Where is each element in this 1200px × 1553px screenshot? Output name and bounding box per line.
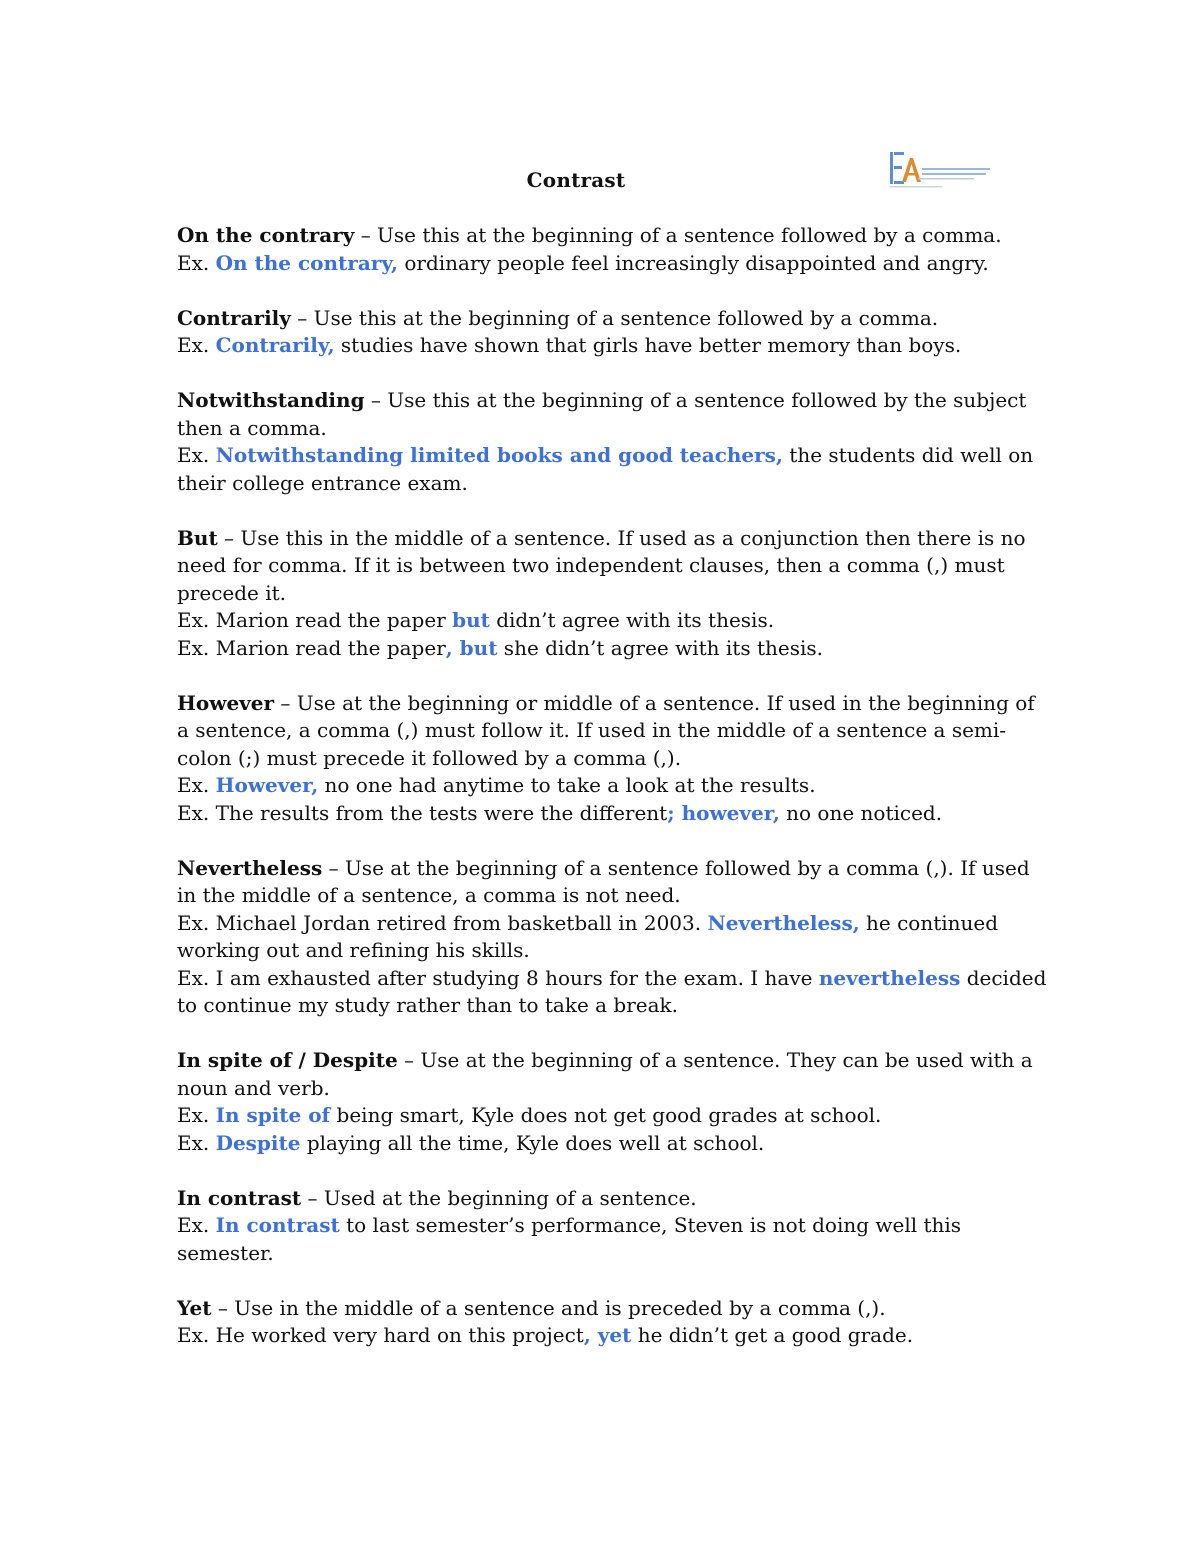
text-line	[177, 442, 1037, 470]
body-text: didn’t agree with its thesis.	[489, 608, 775, 632]
text-line	[177, 552, 1037, 580]
text-line	[177, 855, 1037, 883]
body-text: – Use at the beginning or middle of a sentence. If used in the beginning of	[274, 690, 1035, 715]
highlighted-phrase: However,	[215, 773, 319, 797]
text-line	[177, 635, 1037, 663]
text-line	[177, 882, 1037, 910]
term-heading: Contrarily	[177, 305, 291, 330]
highlighted-phrase: Notwithstanding limited books and good teachers,	[215, 443, 783, 467]
document-body	[177, 222, 1047, 1377]
body-text: Ex.	[177, 333, 216, 357]
section-nevertheless	[177, 855, 1047, 1020]
body-text: being smart, Kyle does not get good grades at school.	[330, 1103, 882, 1127]
term-heading: Nevertheless	[177, 855, 323, 880]
highlighted-phrase: In spite of	[215, 1103, 331, 1127]
text-line	[177, 910, 1037, 938]
body-text: Ex.	[177, 1130, 216, 1155]
body-text: Ex.	[177, 1103, 216, 1127]
body-text: ordinary people feel increasingly disappointed and angry.	[398, 250, 989, 275]
term-heading: But	[177, 525, 218, 550]
term-heading: In spite of / Despite	[177, 1048, 398, 1072]
body-text: Ex. I am exhausted after studying 8 hours for the exam. I have	[177, 965, 819, 990]
text-line	[177, 1322, 1037, 1350]
body-text: the students did well on	[782, 443, 1034, 467]
body-text: Ex.	[177, 443, 216, 467]
text-line	[177, 717, 1037, 745]
section-yet	[177, 1295, 1037, 1350]
body-text: studies have shown that girls have better memory than boys.	[334, 333, 962, 357]
text-line	[177, 525, 1037, 553]
body-text: Ex.	[177, 250, 216, 275]
highlighted-phrase: , but	[445, 635, 498, 660]
section-in-contrast	[177, 1185, 1037, 1268]
body-text: he didn’t get a good grade.	[631, 1323, 914, 1347]
logo-mark	[888, 148, 994, 192]
section-in-spite-of-despite	[177, 1047, 1037, 1157]
body-text: – Use at the beginning of a sentence followed by a comma (,). If used	[322, 855, 1030, 880]
text-line	[177, 965, 1047, 993]
text-line	[177, 1212, 1037, 1240]
highlighted-phrase: but	[452, 608, 490, 632]
body-text: Ex.	[177, 1213, 216, 1237]
body-text: – Use this at the beginning of a sentence followed by the subject	[364, 388, 1027, 412]
section-notwithstanding	[177, 387, 1037, 497]
text-line	[177, 690, 1037, 718]
text-line	[177, 1047, 1037, 1075]
text-line	[177, 1295, 1037, 1323]
body-text: noun and verb.	[177, 1075, 330, 1100]
highlighted-phrase: In contrast	[215, 1213, 340, 1237]
body-text: precede it.	[177, 580, 287, 605]
text-line	[177, 1075, 1037, 1103]
term-heading: However	[177, 690, 275, 715]
section-however	[177, 690, 1037, 828]
highlighted-phrase: nevertheless	[818, 965, 961, 990]
text-line	[177, 937, 1037, 965]
body-text: Ex. Marion read the paper	[177, 608, 453, 632]
body-text: – Use this at the beginning of a sentence followed by a comma.	[354, 223, 1002, 247]
highlighted-phrase: Despite	[215, 1130, 301, 1155]
term-heading: On the contrary	[177, 223, 355, 247]
text-line	[177, 1102, 1037, 1130]
text-line	[177, 607, 1037, 635]
body-text: working out and refining his skills.	[177, 938, 530, 962]
text-line	[177, 745, 1037, 773]
highlighted-phrase: Contrarily,	[215, 333, 335, 357]
body-text: she didn’t agree with its thesis.	[497, 635, 823, 660]
text-line	[177, 800, 1037, 828]
body-text: – Used at the beginning of a sentence.	[301, 1185, 697, 1210]
body-text: Ex.	[177, 773, 216, 797]
body-text: – Use in the middle of a sentence and is preceded by a comma (,).	[211, 1295, 886, 1320]
term-heading: In contrast	[177, 1185, 302, 1210]
body-text: colon (;) must precede it followed by a comma (,).	[177, 745, 682, 770]
highlighted-phrase: On the contrary,	[215, 250, 398, 275]
body-text: – Use at the beginning of a sentence. They can be used with a	[397, 1048, 1033, 1072]
highlighted-phrase: ; however,	[667, 800, 780, 825]
body-text: decided	[960, 965, 1047, 990]
page-title: Contrast	[526, 168, 626, 192]
body-text: he continued	[859, 910, 999, 935]
body-text: semester.	[177, 1240, 274, 1265]
highlighted-phrase: , yet	[583, 1323, 632, 1347]
highlighted-phrase: Nevertheless,	[707, 910, 860, 935]
body-text: need for comma. If it is between two independent clauses, then a comma (,) must	[177, 553, 1005, 577]
text-line	[177, 250, 1037, 278]
body-text: playing all the time, Kyle does well at school.	[300, 1130, 765, 1155]
text-line	[177, 1130, 1037, 1158]
section-but	[177, 525, 1037, 663]
body-text: Ex. He worked very hard on this project	[177, 1323, 584, 1347]
body-text: no one had anytime to take a look at the results.	[318, 773, 816, 797]
body-text: Ex. Marion read the paper	[177, 635, 446, 660]
text-line	[177, 992, 1037, 1020]
term-heading: Notwithstanding	[177, 388, 365, 412]
text-line	[177, 1185, 1037, 1213]
text-line	[177, 387, 1037, 415]
body-text: to continue my study rather than to take a break.	[177, 993, 679, 1017]
section-contrarily	[177, 305, 1037, 360]
section-on-the-contrary	[177, 222, 1037, 277]
text-line	[177, 1240, 1037, 1268]
text-line	[177, 580, 1037, 608]
body-text: Ex. Michael Jordan retired from basketball in 2003.	[177, 910, 708, 935]
text-line	[177, 332, 1037, 360]
body-text: – Use this in the middle of a sentence. If used as a conjunction then there is no	[217, 525, 1026, 550]
body-text: – Use this at the beginning of a sentence followed by a comma.	[290, 305, 939, 330]
body-text: to last semester’s performance, Steven is not doing well this	[339, 1213, 962, 1237]
body-text: then a comma.	[177, 415, 327, 440]
term-heading: Yet	[177, 1295, 212, 1320]
institute-logo	[888, 148, 994, 192]
text-line	[177, 415, 1037, 443]
body-text: their college entrance exam.	[177, 470, 468, 495]
body-text: a sentence, a comma (,) must follow it. If used in the middle of a sentence a semi-	[177, 718, 1007, 742]
text-line	[177, 222, 1037, 250]
body-text: in the middle of a sentence, a comma is not need.	[177, 883, 681, 907]
body-text: no one noticed.	[779, 800, 943, 825]
text-line	[177, 772, 1037, 800]
text-line	[177, 305, 1037, 333]
body-text: Ex. The results from the tests were the different	[177, 800, 668, 825]
text-line	[177, 470, 1037, 498]
